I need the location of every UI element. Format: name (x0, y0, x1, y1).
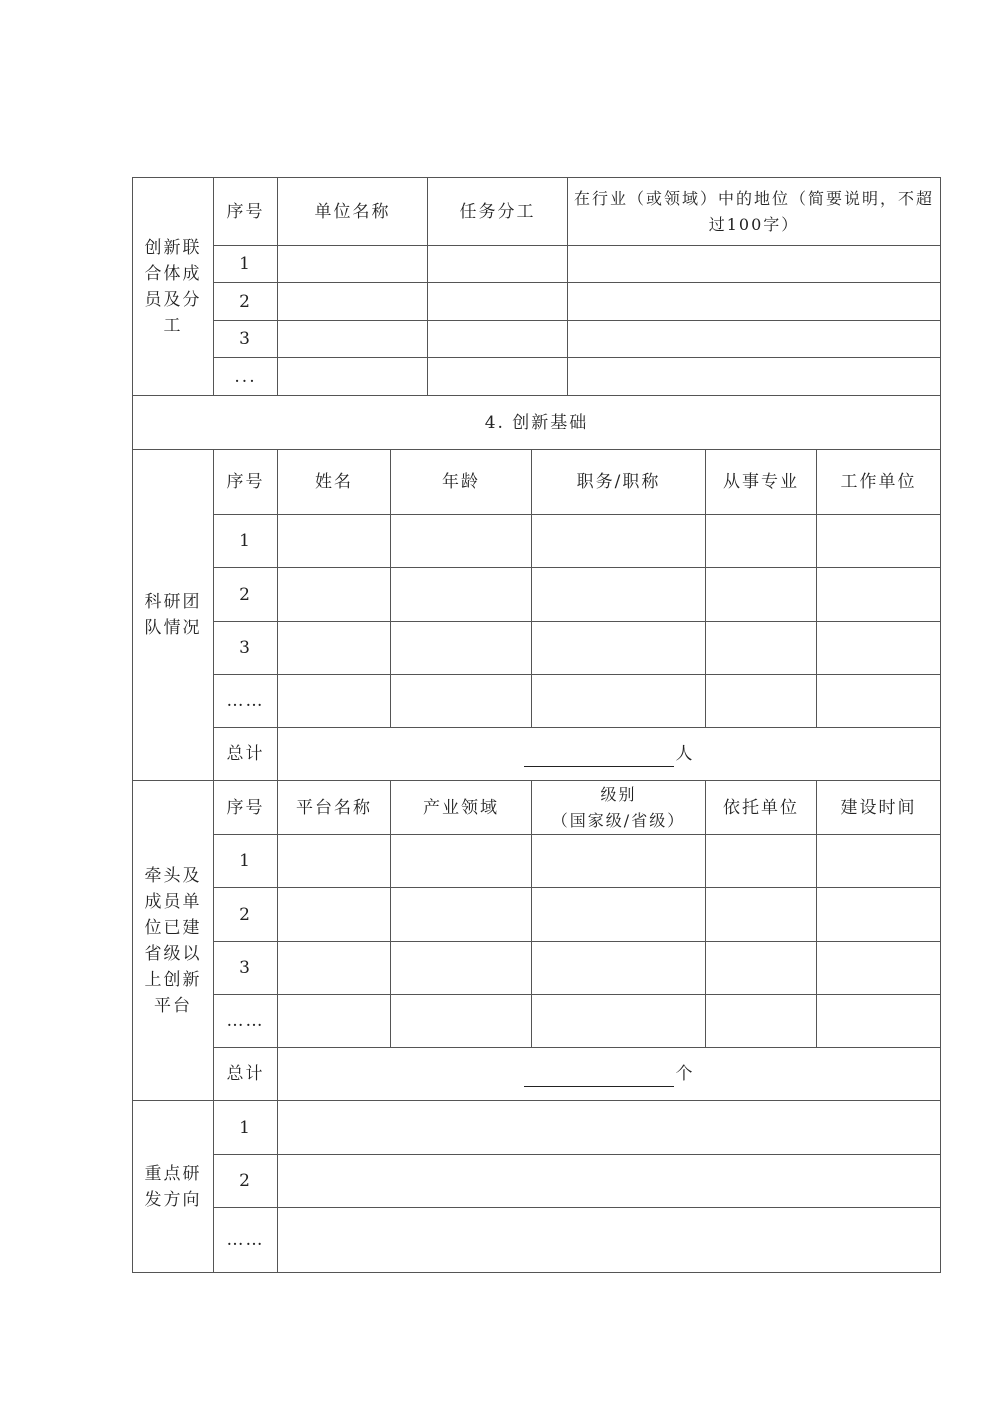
platforms-cell[interactable] (391, 888, 532, 942)
alliance-header-status: 在行业（或领域）中的地位（简要说明，不超过100字） (568, 178, 941, 246)
directions-cell[interactable] (278, 1208, 941, 1273)
platforms-row-index: 1 (214, 835, 278, 888)
team-total-unit: 人 (675, 744, 695, 764)
platforms-total-unit: 个 (675, 1064, 695, 1084)
alliance-header-index: 序号 (214, 178, 278, 246)
team-total-field[interactable] (278, 728, 941, 781)
team-cell[interactable] (278, 622, 391, 675)
alliance-cell[interactable] (428, 358, 568, 396)
platforms-cell[interactable] (706, 942, 817, 995)
alliance-header-unit: 单位名称 (278, 178, 428, 246)
team-header-age: 年龄 (391, 450, 532, 515)
team-total-blank[interactable] (524, 748, 674, 767)
team-header-name: 姓名 (278, 450, 391, 515)
alliance-row-index: ... (214, 358, 278, 396)
platforms-row-index: …… (214, 995, 278, 1048)
platforms-cell[interactable] (391, 835, 532, 888)
alliance-cell[interactable] (568, 358, 941, 396)
alliance-cell[interactable] (278, 321, 428, 358)
platforms-cell[interactable] (278, 995, 391, 1048)
alliance-cell[interactable] (428, 246, 568, 283)
platforms-row-index: 3 (214, 942, 278, 995)
directions-cell[interactable] (278, 1101, 941, 1155)
platforms-cell[interactable] (706, 835, 817, 888)
team-cell[interactable] (706, 622, 817, 675)
alliance-cell[interactable] (428, 321, 568, 358)
directions-cell[interactable] (278, 1155, 941, 1208)
team-cell[interactable] (817, 515, 941, 568)
directions-row-index: 2 (214, 1155, 278, 1208)
platforms-cell[interactable] (706, 995, 817, 1048)
team-cell[interactable] (817, 568, 941, 622)
team-cell[interactable] (817, 622, 941, 675)
platforms-cell[interactable] (817, 835, 941, 888)
team-header-employer: 工作单位 (817, 450, 941, 515)
team-cell[interactable] (706, 675, 817, 728)
alliance-cell[interactable] (568, 283, 941, 321)
directions-label: 重点研发方向 (133, 1101, 214, 1273)
platforms-label: 牵头及成员单位已建省级以上创新平台 (133, 781, 214, 1101)
platforms-header-host: 依托单位 (706, 781, 817, 835)
platforms-cell[interactable] (817, 942, 941, 995)
platforms-cell[interactable] (391, 942, 532, 995)
platforms-cell[interactable] (817, 995, 941, 1048)
alliance-label: 创新联合体成员及分工 (133, 178, 214, 396)
alliance-cell[interactable] (568, 321, 941, 358)
platforms-cell[interactable] (278, 888, 391, 942)
platforms-cell[interactable] (532, 888, 706, 942)
platforms-cell[interactable] (278, 835, 391, 888)
alliance-row-index: 3 (214, 321, 278, 358)
platforms-cell[interactable] (817, 888, 941, 942)
platforms-header-level-line1: 级别 (600, 784, 637, 804)
team-row-index: 1 (214, 515, 278, 568)
team-cell[interactable] (278, 568, 391, 622)
platforms-header-industry: 产业领域 (391, 781, 532, 835)
platforms-cell[interactable] (278, 942, 391, 995)
team-cell[interactable] (391, 675, 532, 728)
platforms-cell[interactable] (532, 942, 706, 995)
team-cell[interactable] (532, 515, 706, 568)
platforms-header-level-line2: （国家级/省级） (551, 810, 686, 830)
team-cell[interactable] (278, 675, 391, 728)
alliance-row-index: 1 (214, 246, 278, 283)
alliance-row-index: 2 (214, 283, 278, 321)
team-total-label: 总计 (214, 728, 278, 781)
platforms-header-level (532, 781, 706, 835)
team-header-title: 职务/职称 (532, 450, 706, 515)
section-title: 4. 创新基础 (133, 396, 941, 450)
platforms-header-name: 平台名称 (278, 781, 391, 835)
alliance-cell[interactable] (278, 246, 428, 283)
alliance-header-task: 任务分工 (428, 178, 568, 246)
platforms-row-index: 2 (214, 888, 278, 942)
team-cell[interactable] (817, 675, 941, 728)
team-cell[interactable] (532, 622, 706, 675)
team-row-index: …… (214, 675, 278, 728)
alliance-cell[interactable] (278, 283, 428, 321)
platforms-cell[interactable] (391, 995, 532, 1048)
platforms-cell[interactable] (532, 995, 706, 1048)
directions-row-index: …… (214, 1208, 278, 1273)
alliance-cell[interactable] (278, 358, 428, 396)
team-cell[interactable] (391, 568, 532, 622)
team-label: 科研团队情况 (133, 450, 214, 781)
team-cell[interactable] (391, 622, 532, 675)
platforms-cell[interactable] (532, 835, 706, 888)
team-cell[interactable] (278, 515, 391, 568)
team-cell[interactable] (706, 515, 817, 568)
platforms-total-blank[interactable] (524, 1068, 674, 1087)
team-header-major: 从事专业 (706, 450, 817, 515)
directions-row-index: 1 (214, 1101, 278, 1155)
alliance-cell[interactable] (428, 283, 568, 321)
team-cell[interactable] (532, 568, 706, 622)
platforms-total-field[interactable] (278, 1048, 941, 1101)
team-cell[interactable] (391, 515, 532, 568)
alliance-cell[interactable] (568, 246, 941, 283)
team-cell[interactable] (532, 675, 706, 728)
application-form-table (132, 177, 941, 1273)
platforms-total-label: 总计 (214, 1048, 278, 1101)
team-row-index: 3 (214, 622, 278, 675)
team-cell[interactable] (706, 568, 817, 622)
platforms-cell[interactable] (706, 888, 817, 942)
platforms-header-date: 建设时间 (817, 781, 941, 835)
platforms-header-index: 序号 (214, 781, 278, 835)
team-row-index: 2 (214, 568, 278, 622)
team-header-index: 序号 (214, 450, 278, 515)
